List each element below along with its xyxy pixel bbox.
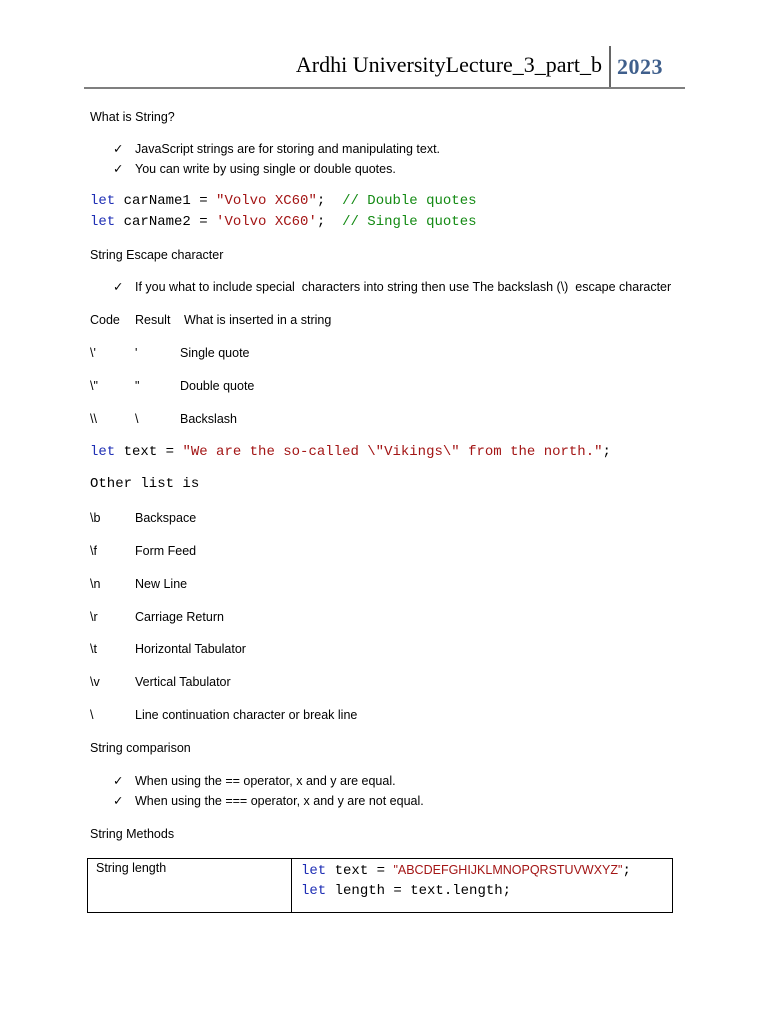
escape-code: \\ <box>90 412 97 426</box>
escape-description: Carriage Return <box>135 610 224 624</box>
escape-description: Backslash <box>180 412 237 426</box>
escape-code: \ <box>90 708 94 722</box>
code-identifier: text = <box>326 863 394 879</box>
escape-result: \ <box>135 412 139 426</box>
code-keyword: let <box>301 863 327 879</box>
check-icon: ✓ <box>113 280 124 294</box>
section-heading-escape: String Escape character <box>90 248 224 262</box>
code-line <box>301 860 672 881</box>
code-string: "We are the so-called \"Vikings\" from the north." <box>182 444 603 460</box>
escape-code: \b <box>90 511 101 525</box>
escape-header-result: Result <box>135 313 171 327</box>
bullet-item: When using the == operator, x and y are equal. <box>135 774 396 788</box>
code-identifier: carName1 = <box>115 193 217 209</box>
check-icon: ✓ <box>113 794 124 808</box>
code-semicolon: ; <box>316 193 326 209</box>
code-line <box>301 881 672 901</box>
code-semicolon: ; <box>316 214 326 230</box>
escape-code: \f <box>90 544 97 558</box>
section-heading-comparison: String comparison <box>90 741 191 755</box>
escape-code: \v <box>90 675 100 689</box>
method-code-cell <box>292 859 673 913</box>
escape-code: \r <box>90 610 98 624</box>
escape-result: ' <box>135 346 138 360</box>
escape-description: Form Feed <box>135 544 197 558</box>
escape-code: \' <box>90 346 96 360</box>
header-divider <box>609 46 611 88</box>
escape-code: \" <box>90 379 98 393</box>
escape-header-code: Code <box>90 313 120 327</box>
code-keyword: let <box>90 444 116 460</box>
header-rule <box>84 87 685 89</box>
bullet-item: If you what to include special characters into string then use The backslash (\) escape character <box>135 280 672 294</box>
bullet-item: When using the === operator, x and y are not equal. <box>135 794 424 808</box>
code-line-vikings <box>90 444 611 460</box>
code-line-carname1 <box>90 193 477 209</box>
check-icon: ✓ <box>113 162 124 176</box>
code-string: "ABCDEFGHIJKLMNOPQRSTUVWXYZ" <box>393 863 623 877</box>
escape-description: Backspace <box>135 511 197 525</box>
bullet-item: JavaScript strings are for storing and manipulating text. <box>135 142 441 156</box>
escape-description: Line continuation character or break line <box>135 708 358 722</box>
code-keyword: let <box>90 193 116 209</box>
methods-table <box>87 858 673 913</box>
escape-result: " <box>135 379 140 393</box>
code-keyword: let <box>301 883 327 899</box>
check-icon: ✓ <box>113 142 124 156</box>
code-semicolon: ; <box>602 444 611 460</box>
method-name-cell: String length <box>88 859 292 913</box>
check-icon: ✓ <box>113 774 124 788</box>
code-identifier: text = <box>115 444 183 460</box>
code-comment: // Single quotes <box>325 214 477 230</box>
escape-description: Vertical Tabulator <box>135 675 231 689</box>
escape-description: Single quote <box>180 346 250 360</box>
code-string: 'Volvo XC60' <box>216 214 317 230</box>
bullet-item: You can write by using single or double quotes. <box>135 162 396 176</box>
section-heading-what-is-string: What is String? <box>90 110 175 124</box>
header-title: Ardhi UniversityLecture_3_part_b <box>295 52 602 77</box>
code-line-carname2 <box>90 214 477 230</box>
code-identifier: carName2 = <box>115 214 217 230</box>
section-heading-methods: String Methods <box>90 827 175 841</box>
code-string: "Volvo XC60" <box>216 193 317 209</box>
code-keyword: let <box>90 214 116 230</box>
code-semicolon: ; <box>622 863 631 879</box>
code-identifier: length = text.length; <box>326 883 512 899</box>
escape-description: Horizontal Tabulator <box>135 642 246 656</box>
escape-header-what: What is inserted in a string <box>184 313 332 327</box>
escape-description: Double quote <box>180 379 255 393</box>
header-year: 2023 <box>617 54 663 79</box>
escape-code: \n <box>90 577 101 591</box>
code-comment: // Double quotes <box>325 193 477 209</box>
escape-code: \t <box>90 642 97 656</box>
escape-description: New Line <box>135 577 188 591</box>
section-heading-other-list: Other list is <box>90 476 200 492</box>
table-row <box>88 859 673 913</box>
